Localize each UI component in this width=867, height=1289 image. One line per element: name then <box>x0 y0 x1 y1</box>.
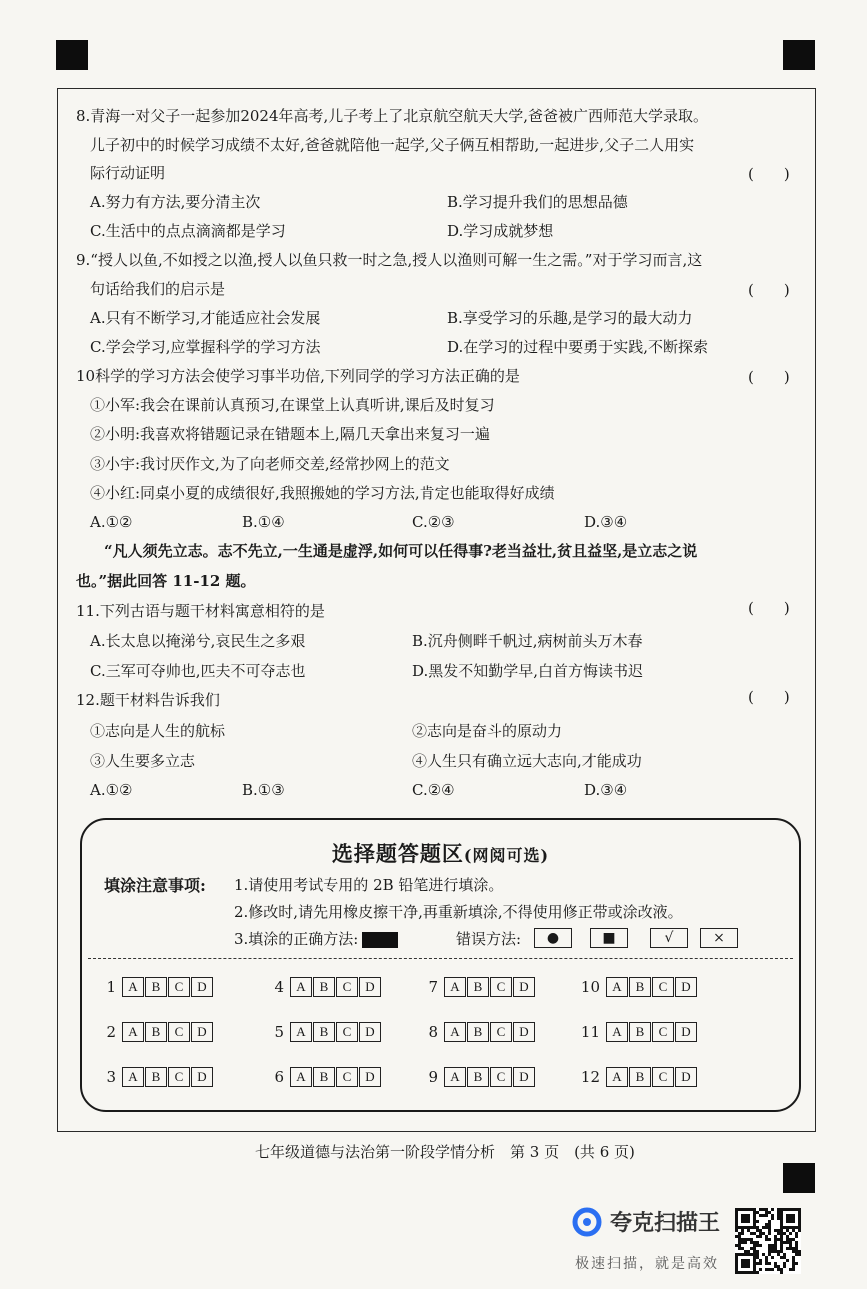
notice-heading: 填涂注意事项: <box>104 876 206 895</box>
q12-option-b: B.①③ <box>242 781 285 799</box>
answer-bubble-7-b[interactable]: B <box>467 977 489 997</box>
scanner-logo-icon <box>572 1207 602 1237</box>
answer-bubble-5-c[interactable]: C <box>336 1022 358 1042</box>
wrong-example-square: ■ <box>590 928 628 948</box>
answer-bubble-7-d[interactable]: D <box>513 977 535 997</box>
wrong-method-label: 错误方法: <box>456 930 522 948</box>
answer-row-11 <box>574 1022 698 1042</box>
answer-bubble-7-c[interactable]: C <box>490 977 512 997</box>
qr-code-icon <box>735 1208 801 1274</box>
q11-option-b: B.沉舟侧畔千帆过,病树前头万木春 <box>412 632 643 650</box>
answer-bubble-7-a[interactable]: A <box>444 977 466 997</box>
material-line-2: 也。”据此回答 11-12 题。 <box>76 572 256 590</box>
answer-bubble-3-c[interactable]: C <box>168 1067 190 1087</box>
scanner-slogan: 极速扫描，就是高效 <box>575 1256 719 1272</box>
page-footer: 七年级道德与法治第一阶段学情分析 第 3 页 (共 6 页) <box>255 1143 635 1161</box>
answer-question-number: 10 <box>580 978 600 996</box>
q11-option-a: A.长太息以掩涕兮,哀民生之多艰 <box>90 632 306 650</box>
answer-bubble-3-b[interactable]: B <box>145 1067 167 1087</box>
answer-bubble-11-b[interactable]: B <box>629 1022 651 1042</box>
answer-bubble-9-b[interactable]: B <box>467 1067 489 1087</box>
answer-question-number: 9 <box>428 1068 438 1086</box>
answer-bubble-6-a[interactable]: A <box>290 1067 312 1087</box>
answer-question-number: 3 <box>106 1068 116 1086</box>
answer-bubble-12-a[interactable]: A <box>606 1067 628 1087</box>
q12-item-2: ②志向是奋斗的原动力 <box>412 722 563 740</box>
answer-row-6 <box>258 1067 382 1087</box>
q9-stem-line-2: 句话给我们的启示是 <box>90 280 226 298</box>
q12-item-1: ①志向是人生的航标 <box>90 722 226 740</box>
q10-item-1: ①小军:我会在课前认真预习,在课堂上认真听讲,课后及时复习 <box>90 396 495 414</box>
answer-bubble-9-d[interactable]: D <box>513 1067 535 1087</box>
answer-bubble-8-a[interactable]: A <box>444 1022 466 1042</box>
answer-bubble-4-a[interactable]: A <box>290 977 312 997</box>
answer-row-8 <box>412 1022 536 1042</box>
answer-question-number: 11 <box>580 1023 600 1041</box>
registration-marker-bottom-right <box>783 1163 815 1193</box>
q9-option-c: C.学会学习,应掌握科学的学习方法 <box>90 338 321 356</box>
q10-item-4: ④小红:同桌小夏的成绩很好,我照搬她的学习方法,肯定也能取得好成绩 <box>90 484 555 502</box>
q8-stem-line-1: 8.青海一对父子一起参加2024年高考,儿子考上了北京航空航天大学,爸爸被广西师范大学录取。 <box>76 107 709 125</box>
q12-item-4: ④人生只有确立远大志向,才能成功 <box>412 752 642 770</box>
answer-bubble-10-d[interactable]: D <box>675 977 697 997</box>
answer-sheet-divider <box>88 958 793 959</box>
q8-stem-line-3: 际行动证明 <box>90 164 166 182</box>
wrong-example-circle: ● <box>534 928 572 948</box>
answer-bubble-10-a[interactable]: A <box>606 977 628 997</box>
material-line-1: “凡人须先立志。志不先立,一生通是虚浮,如何可以任得事?老当益壮,贫且益坚,是立志之说 <box>104 542 698 560</box>
answer-bubble-4-c[interactable]: C <box>336 977 358 997</box>
notice-2: 2.修改时,请先用橡皮擦干净,再重新填涂,不得使用修正带或涂改液。 <box>234 903 683 921</box>
q9-option-a: A.只有不断学习,才能适应社会发展 <box>90 309 321 327</box>
answer-bubble-10-c[interactable]: C <box>652 977 674 997</box>
answer-bubble-8-c[interactable]: C <box>490 1022 512 1042</box>
answer-row-5 <box>258 1022 382 1042</box>
answer-sheet-title-note: (网阅可选) <box>463 846 550 865</box>
q12-option-c: C.②④ <box>412 781 455 799</box>
answer-bubble-10-b[interactable]: B <box>629 977 651 997</box>
answer-question-number: 2 <box>106 1023 116 1041</box>
answer-sheet-title-text: 选择题答题区 <box>331 841 464 866</box>
answer-sheet-title <box>82 838 799 868</box>
answer-bubble-1-d[interactable]: D <box>191 977 213 997</box>
q8-option-b: B.学习提升我们的思想品德 <box>447 193 628 211</box>
q10-stem: 10科学的学习方法会使学习事半功倍,下列同学的学习方法正确的是 <box>76 367 520 385</box>
answer-bubble-6-d[interactable]: D <box>359 1067 381 1087</box>
q8-option-a: A.努力有方法,要分清主次 <box>90 193 261 211</box>
answer-bubble-5-b[interactable]: B <box>313 1022 335 1042</box>
answer-bubble-3-a[interactable]: A <box>122 1067 144 1087</box>
answer-bubble-4-b[interactable]: B <box>313 977 335 997</box>
answer-bubble-1-a[interactable]: A <box>122 977 144 997</box>
q8-answer-bracket: ( ) <box>748 165 790 183</box>
q12-option-d: D.③④ <box>584 781 628 799</box>
answer-question-number: 7 <box>428 978 438 996</box>
answer-bubble-2-b[interactable]: B <box>145 1022 167 1042</box>
answer-row-2 <box>90 1022 214 1042</box>
answer-bubble-9-a[interactable]: A <box>444 1067 466 1087</box>
wrong-example-cross: × <box>700 928 738 948</box>
scanner-watermark <box>572 1206 720 1237</box>
q11-option-d: D.黑发不知勤学早,白首方悔读书迟 <box>412 662 644 680</box>
q8-option-c: C.生活中的点点滴滴都是学习 <box>90 222 286 240</box>
answer-bubble-2-a[interactable]: A <box>122 1022 144 1042</box>
answer-question-number: 6 <box>274 1068 284 1086</box>
q8-stem-line-2: 儿子初中的时候学习成绩不太好,爸爸就陪他一起学,父子俩互相帮助,一起进步,父子二人用实 <box>90 136 695 154</box>
answer-bubble-11-c[interactable]: C <box>652 1022 674 1042</box>
answer-question-number: 12 <box>580 1068 600 1086</box>
q12-item-3: ③人生要多立志 <box>90 752 196 770</box>
notice-3-text: 3.填涂的正确方法: <box>234 930 359 948</box>
q9-stem-line-1: 9.“授人以鱼,不如授之以渔,授人以鱼只救一时之急,授人以渔则可解一生之需。”对于学习而言,这 <box>76 251 703 269</box>
answer-bubble-5-d[interactable]: D <box>359 1022 381 1042</box>
q10-option-d: D.③④ <box>584 513 628 531</box>
answer-bubble-1-c[interactable]: C <box>168 977 190 997</box>
answer-question-number: 1 <box>106 978 116 996</box>
q9-option-b: B.享受学习的乐趣,是学习的最大动力 <box>447 309 693 327</box>
answer-row-7 <box>412 977 536 997</box>
answer-bubble-1-b[interactable]: B <box>145 977 167 997</box>
answer-question-number: 5 <box>274 1023 284 1041</box>
scanner-brand: 夸克扫描王 <box>610 1211 721 1236</box>
q12-answer-bracket: ( ) <box>748 688 790 706</box>
answer-bubble-9-c[interactable]: C <box>490 1067 512 1087</box>
answer-row-1 <box>90 977 214 997</box>
q12-option-a: A.①② <box>90 781 133 799</box>
answer-bubble-12-d[interactable]: D <box>675 1067 697 1087</box>
answer-bubble-2-d[interactable]: D <box>191 1022 213 1042</box>
answer-bubble-12-c[interactable]: C <box>652 1067 674 1087</box>
notice-1: 1.请使用考试专用的 2B 铅笔进行填涂。 <box>234 876 504 894</box>
answer-question-number: 4 <box>274 978 284 996</box>
q12-stem: 12.题干材料告诉我们 <box>76 691 220 709</box>
q10-option-a: A.①② <box>90 513 133 531</box>
answer-bubble-2-c[interactable]: C <box>168 1022 190 1042</box>
answer-bubble-8-d[interactable]: D <box>513 1022 535 1042</box>
answer-bubble-4-d[interactable]: D <box>359 977 381 997</box>
q10-answer-bracket: ( ) <box>748 368 790 386</box>
answer-row-9 <box>412 1067 536 1087</box>
answer-row-3 <box>90 1067 214 1087</box>
answer-bubble-11-a[interactable]: A <box>606 1022 628 1042</box>
answer-bubble-5-a[interactable]: A <box>290 1022 312 1042</box>
q9-answer-bracket: ( ) <box>748 281 790 299</box>
q9-option-d: D.在学习的过程中要勇于实践,不断探索 <box>447 338 709 356</box>
registration-marker-top-left <box>56 40 88 70</box>
answer-row-12 <box>574 1067 698 1087</box>
registration-marker-top-right <box>783 40 815 70</box>
answer-bubble-8-b[interactable]: B <box>467 1022 489 1042</box>
wrong-example-check: √ <box>650 928 688 948</box>
q11-option-c: C.三军可夺帅也,匹夫不可夺志也 <box>90 662 306 680</box>
answer-bubble-12-b[interactable]: B <box>629 1067 651 1087</box>
answer-row-10 <box>574 977 698 997</box>
q10-option-b: B.①④ <box>242 513 285 531</box>
answer-bubble-6-b[interactable]: B <box>313 1067 335 1087</box>
q10-item-2: ②小明:我喜欢将错题记录在错题本上,隔几天拿出来复习一遍 <box>90 425 490 443</box>
answer-sheet <box>80 818 801 1112</box>
answer-row-4 <box>258 977 382 997</box>
answer-bubble-11-d[interactable]: D <box>675 1022 697 1042</box>
q11-answer-bracket: ( ) <box>748 599 790 617</box>
q10-item-3: ③小宇:我讨厌作文,为了向老师交差,经常抄网上的范文 <box>90 455 450 473</box>
correct-fill-example <box>362 932 398 948</box>
q10-option-c: C.②③ <box>412 513 455 531</box>
q8-option-d: D.学习成就梦想 <box>447 222 554 240</box>
answer-question-number: 8 <box>428 1023 438 1041</box>
answer-bubble-3-d[interactable]: D <box>191 1067 213 1087</box>
notice-3 <box>234 928 398 949</box>
answer-bubble-6-c[interactable]: C <box>336 1067 358 1087</box>
q11-stem: 11.下列古语与题干材料寓意相符的是 <box>76 602 325 620</box>
